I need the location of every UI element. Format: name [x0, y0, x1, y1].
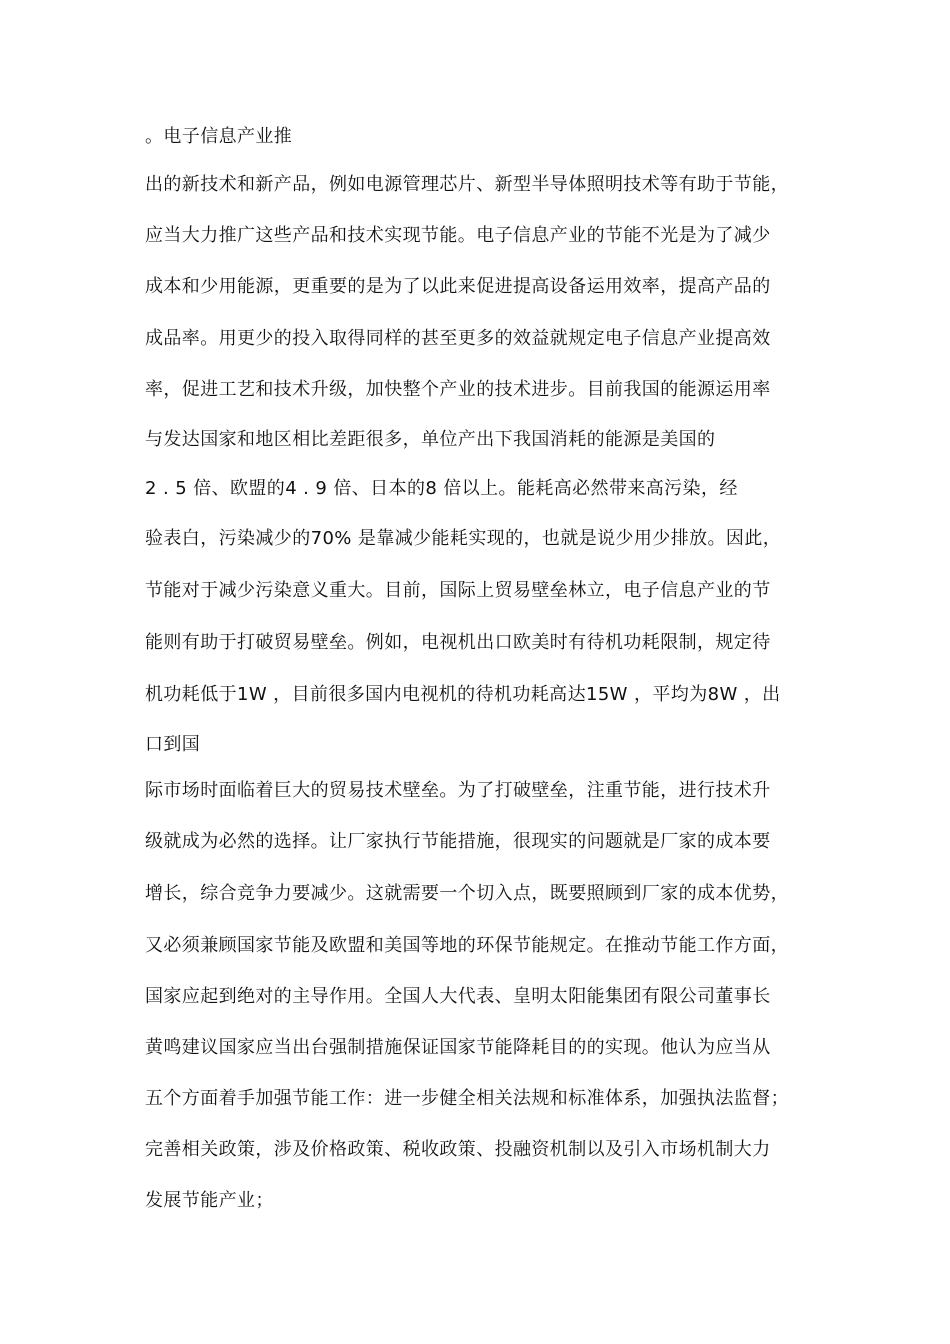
- text-line: 成品率。用更少的投入取得同样的甚至更多的效益就规定电子信息产业提高效: [145, 328, 771, 349]
- text-line: 率，促进工艺和技术升级，加快整个产业的技术进步。目前我国的能源运用率: [145, 379, 771, 400]
- text-line: 五个方面着手加强节能工作：进一步健全相关法规和标准体系，加强执法监督；: [145, 1088, 789, 1109]
- text-line: 验表白，污染减少的70% 是靠减少能耗实现的，也就是说少用少排放。因此，: [145, 528, 782, 549]
- text-line: 发展节能产业；: [145, 1190, 274, 1211]
- text-line: 国家应起到绝对的主导作用。全国人大代表、皇明太阳能集团有限公司董事长: [145, 986, 771, 1007]
- text-line: 。电子信息产业推: [145, 126, 293, 147]
- text-line: 完善相关政策，涉及价格政策、税收政策、投融资机制以及引入市场机制大力: [145, 1139, 771, 1160]
- text-line: 成本和少用能源，更重要的是为了以此来促进提高设备运用效率，提高产品的: [145, 276, 771, 297]
- text-line: 能则有助于打破贸易壁垒。例如，电视机出口欧美时有待机功耗限制，规定待: [145, 632, 771, 653]
- text-line: 与发达国家和地区相比差距很多，单位产出下我国消耗的能源是美国的: [145, 429, 716, 450]
- text-line: 节能对于减少污染意义重大。目前，国际上贸易壁垒林立，电子信息产业的节: [145, 580, 771, 601]
- text-line: 出的新技术和新产品，例如电源管理芯片、新型半导体照明技术等有助于节能，: [145, 174, 789, 195]
- text-line: 际市场时面临着巨大的贸易技术壁垒。为了打破壁垒，注重节能，进行技术升: [145, 780, 771, 801]
- text-line: 应当大力推广这些产品和技术实现节能。电子信息产业的节能不光是为了减少: [145, 225, 771, 246]
- text-line: 机功耗低于1W ，目前很多国内电视机的待机功耗高达15W ，平均为8W ，出: [145, 684, 781, 705]
- text-line: 增长，综合竞争力要减少。这就需要一个切入点，既要照顾到厂家的成本优势，: [145, 883, 789, 904]
- text-line: 级就成为必然的选择。让厂家执行节能措施，很现实的问题就是厂家的成本要: [145, 831, 771, 852]
- text-line: 又必须兼顾国家节能及欧盟和美国等地的环保节能规定。在推动节能工作方面，: [145, 935, 789, 956]
- text-line: 2 . 5 倍、欧盟的4 . 9 倍、日本的8 倍以上。能耗高必然带来高污染，经: [145, 478, 738, 499]
- text-line: 口到国: [145, 734, 201, 755]
- text-line: 黄鸣建议国家应当出台强制措施保证国家节能降耗目的的实现。他认为应当从: [145, 1037, 771, 1058]
